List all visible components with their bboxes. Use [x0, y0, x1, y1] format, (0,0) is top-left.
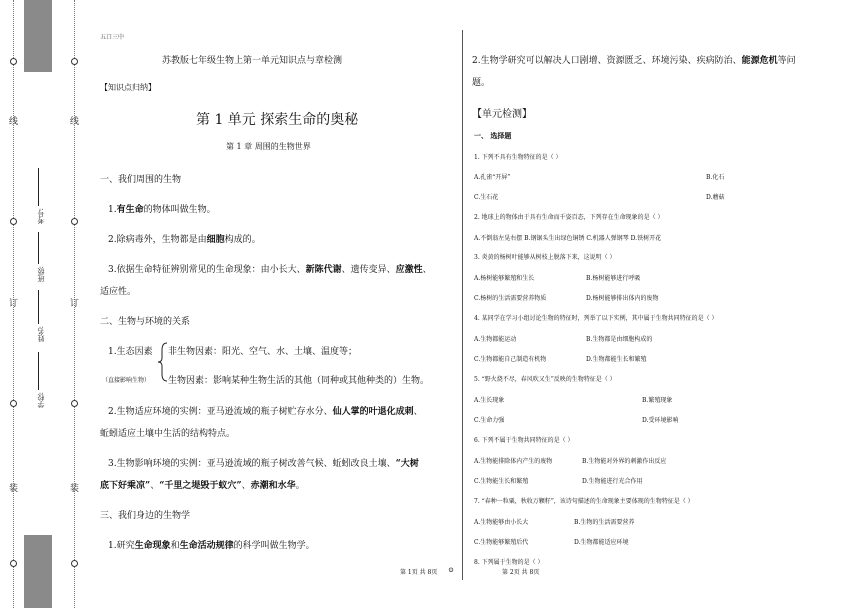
school-label: 学校: [37, 392, 45, 409]
school-tag: 五口三中 [100, 34, 125, 41]
binding-char-xian: 线 [9, 117, 19, 127]
q6-option-c[interactable]: C.生物能生长和繁殖 [474, 478, 529, 485]
eco-biotic: 生物因素：影响某种生物生活的其他（同种或其他种类的）生物。 [168, 376, 430, 386]
unit-title: 第 1 单元 探索生命的奥秘 [196, 112, 359, 128]
right-page [462, 0, 860, 608]
question-2: 2. 地球上的物体由于具有生命而千姿百态，下列存在生命现象的是（ ） [474, 214, 664, 221]
q4-option-c[interactable]: C.生物都能自己制造有机物 [474, 356, 547, 363]
binding-hole-circle [71, 58, 78, 65]
q3-option-d[interactable]: D.杨树能够排出体内的废物 [586, 295, 659, 302]
q5-option-c[interactable]: C.生命力强 [474, 417, 505, 424]
para-1: 1.有生命的物体叫做生物。 [108, 205, 216, 215]
binding-strip [0, 0, 92, 608]
question-6: 6. 下列不属于生物共同特征的是（ ） [474, 437, 574, 444]
q3-option-a[interactable]: A.杨树能够繁殖和生长 [474, 275, 535, 282]
question-3: 3. 炎黄的杨树叶能够从树枝上脱落下来，这说明（ ） [474, 254, 616, 261]
question-4: 4. 某同学在学习小组讨论生物的特征时，列举了以下实例，其中属于生物共同特征的是（ ） [474, 315, 718, 322]
q6-option-d[interactable]: D.生物能进行光合作用 [582, 478, 643, 485]
unit-check-title: 【单元检测】 [472, 109, 532, 120]
center-mark: ⊙ [448, 566, 454, 574]
binding-char-ding: 订 [9, 299, 19, 309]
binding-gray-bar-bottom [24, 535, 52, 608]
binding-hole-circle [10, 560, 17, 567]
knowledge-section-tag: 【知识点归纳】 [100, 83, 156, 92]
intro-para-cont: 题。 [472, 78, 491, 88]
eco-note: （直接影响生物） [102, 377, 151, 384]
id-blank[interactable] [38, 168, 39, 206]
brace-icon [158, 342, 168, 382]
para-5: 2.生物适应环境的实例：亚马逊流域的瓶子树贮存水分、仙人掌的叶退化成刺、 [108, 407, 423, 417]
para-6: 3.生物影响环境的实例：亚马逊流域的瓶子树改善气候、蚯蚓改良土壤、“大树 [108, 459, 419, 469]
q6-option-b[interactable]: B.生物能对外界的刺激作出反应 [582, 458, 667, 465]
q5-option-a[interactable]: A.生长现象 [474, 397, 505, 404]
heading-2: 二、生物与环境的关系 [100, 317, 191, 327]
para-7: 1.研究生命现象和生命活动规律的科学叫做生物学。 [108, 541, 315, 551]
q7-option-a[interactable]: A.生物能够由小长大 [474, 519, 529, 526]
q5-option-b[interactable]: B.繁殖现象 [642, 397, 673, 404]
right-page-footer: 第 2页 共 8页 [502, 569, 540, 576]
q4-option-a[interactable]: A.生物都能运动 [474, 336, 517, 343]
doc-title: 苏教版七年级生物上第一单元知识点与章检测 [162, 56, 343, 66]
q3-option-c[interactable]: C.杨树的生活需要营养物质 [474, 295, 547, 302]
q1-option-a[interactable]: A.孔雀“开屏” [474, 174, 511, 181]
school-blank[interactable] [38, 352, 39, 390]
q1-option-c[interactable]: C.生石花 [474, 194, 499, 201]
binding-hole-circle [10, 58, 17, 65]
para-2: 2.除病毒外，生物都是由细胞构成的。 [108, 235, 261, 245]
name-blank[interactable] [38, 290, 39, 324]
eco-factor-label: 1.生态因素 [108, 347, 153, 357]
question-7: 7. “春种一粒粟，秋收万颗籽”，该诗句描述的生命现象主要体现的生物特征是（ ） [474, 498, 694, 505]
q1-option-b[interactable]: B.化石 [706, 174, 725, 181]
binding-inner-char-zhuang: 装 [70, 484, 80, 494]
question-1: 1. 下列不具有生物特征的是（ ） [474, 154, 562, 161]
question-8: 8. 下列属于生物的是（ ） [474, 559, 544, 566]
q5-option-d[interactable]: D.受环境影响 [642, 417, 679, 424]
q7-option-c[interactable]: C.生物能够繁殖后代 [474, 539, 529, 546]
q3-option-b[interactable]: B.杨树能够进行呼吸 [586, 275, 641, 282]
heading-3: 三、我们身边的生物学 [100, 511, 191, 521]
para-3: 3.依据生命特征辨别常见的生命现象：由小长大、新陈代谢、遗传变异、应激性、 [108, 265, 432, 275]
q2-options[interactable]: A.不倒翁左晃右摆 B.钢锯头生出绿色铜锈 C.机器人弹钢琴 D.铁树开花 [474, 235, 662, 242]
binding-hole-circle [71, 560, 78, 567]
eco-abiotic: 非生物因素：阳光、空气、水、土壤、温度等； [168, 347, 358, 357]
binding-inner-char-ding: 订 [70, 299, 80, 309]
binding-hole-circle [10, 400, 17, 407]
binding-hole-circle [71, 218, 78, 225]
q4-option-b[interactable]: B.生物都是由细胞构成的 [586, 336, 653, 343]
class-label: 班级: [37, 266, 45, 283]
binding-inner-char-xian: 线 [70, 117, 80, 127]
binding-gray-bar-top [24, 0, 52, 72]
chapter-title: 第 1 章 周围的生物世界 [226, 142, 311, 151]
section-choice: 一、 选择题 [474, 131, 512, 140]
q7-option-d[interactable]: D.生物都能适应环境 [574, 539, 629, 546]
left-page-footer: 第 1页 共 8页 [400, 569, 438, 576]
para-3-cont: 适应性。 [100, 287, 137, 297]
name-label: 姓名: [37, 326, 45, 343]
id-label: 考号: [37, 208, 45, 225]
heading-1: 一、我们周围的生物 [100, 175, 182, 185]
q4-option-d[interactable]: D.生物都能生长和繁殖 [586, 356, 647, 363]
binding-char-zhuang: 装 [9, 484, 19, 494]
para-6-cont: 底下好乘凉”、“千里之堤毁于蚁穴”、赤潮和水华。 [100, 481, 305, 491]
intro-para: 2.生物学研究可以解决人口剧增、资源匮乏、环境污染、疾病防治、能源危机等问 [472, 56, 796, 66]
class-blank[interactable] [38, 232, 39, 264]
q1-option-d[interactable]: D.蘑菇 [706, 194, 725, 201]
binding-hole-circle [71, 400, 78, 407]
binding-hole-circle [10, 218, 17, 225]
left-page [92, 0, 462, 608]
q6-option-a[interactable]: A.生物能排除体内产生的废物 [474, 458, 553, 465]
question-5: 5. “野火烧不尽，春风吹又生”反映的生物特征是（ ） [474, 376, 616, 383]
para-5-cont: 蚯蚓适应土壤中生活的结构特点。 [100, 429, 236, 439]
q7-option-b[interactable]: B.生物的生活需要营养 [574, 519, 635, 526]
